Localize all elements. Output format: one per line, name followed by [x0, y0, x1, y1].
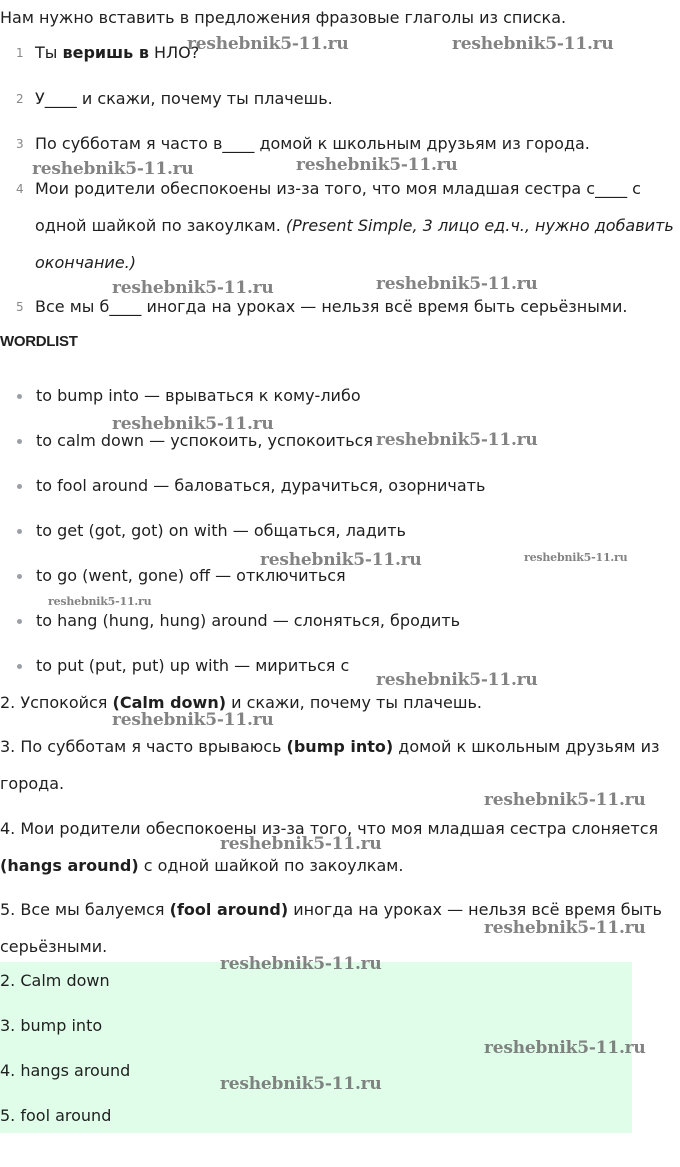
- answer-paragraph: 5. Все мы балуемся (fool around) иногда на уроках — нельзя всё время быть серьёзными.: [0, 900, 662, 956]
- watermark: reshebnik5-11.ru: [376, 670, 538, 690]
- task-text: По субботам я часто в____ домой к школьным друзьям из города.: [35, 134, 590, 153]
- task-number: 3: [16, 137, 24, 151]
- watermark: reshebnik5-11.ru: [376, 274, 538, 294]
- task-number: 5: [16, 300, 24, 314]
- list-item: to get (got, got) on with — общаться, ладить: [0, 516, 680, 546]
- watermark: reshebnik5-11.ru: [32, 159, 194, 179]
- bullet: [17, 574, 22, 579]
- task-text: Мои родители обеспокоены из-за того, что моя младшая сестра с____ с одной шайкой по закоулкам.: [35, 179, 641, 235]
- watermark: reshebnik5-11.ru: [220, 834, 382, 854]
- bullet: [17, 439, 22, 444]
- short-answer: 3. bump into: [0, 1016, 103, 1035]
- watermark: reshebnik5-11.ru: [112, 414, 274, 434]
- task-note: (Present Simple, 3 лицо ед.ч., нужно добавить окончание.): [35, 216, 674, 272]
- bullet: [17, 484, 22, 489]
- short-answer: 5. fool around: [0, 1106, 112, 1125]
- short-answer: 2. Calm down: [0, 971, 110, 990]
- task-highlight: веришь в: [62, 43, 149, 62]
- list-item: to calm down — успокоить, успокоиться: [0, 426, 680, 456]
- watermark: reshebnik5-11.ru: [452, 34, 614, 54]
- watermark: reshebnik5-11.ru: [484, 918, 646, 938]
- answer-paragraph: 4. Мои родители обеспокоены из-за того, что моя младшая сестра слоняется (hangs around) с одной шайкой по закоулкам.: [0, 819, 659, 875]
- list-item: to fool around — баловаться, дурачиться, озорничать: [0, 471, 680, 501]
- answer-paragraph: 2. Успокойся (Calm down) и скажи, почему ты плачешь.: [0, 693, 483, 712]
- list-item: to put (put, put) up with — мириться с: [0, 651, 680, 681]
- task-number: 1: [16, 46, 24, 60]
- watermark: reshebnik5-11.ru: [484, 790, 646, 810]
- bullet: [17, 394, 22, 399]
- watermark: reshebnik5-11.ru: [48, 595, 152, 608]
- task-number: 2: [16, 92, 24, 106]
- answer-paragraph: 3. По субботам я часто врываюсь (bump into) домой к школьным друзьям из города.: [0, 737, 660, 793]
- watermark: reshebnik5-11.ru: [220, 1074, 382, 1094]
- watermark: reshebnik5-11.ru: [260, 550, 422, 570]
- watermark: reshebnik5-11.ru: [484, 1038, 646, 1058]
- watermark: reshebnik5-11.ru: [296, 155, 458, 175]
- watermark: reshebnik5-11.ru: [220, 954, 382, 974]
- bullet: [17, 619, 22, 624]
- bullet: [17, 664, 22, 669]
- list-item: to bump into — врываться к кому-либо: [0, 381, 680, 411]
- task-text: У____ и скажи, почему ты плачешь.: [35, 89, 333, 108]
- bullet: [17, 529, 22, 534]
- intro-text: Нам нужно вставить в предложения фразовые глаголы из списка.: [0, 8, 567, 27]
- task-number: 4: [16, 182, 24, 196]
- task-text: Все мы б____ иногда на уроках — нельзя всё время быть серьёзными.: [35, 297, 628, 316]
- watermark: reshebnik5-11.ru: [187, 34, 349, 54]
- list-item: to hang (hung, hung) around — слоняться, бродить: [0, 606, 680, 636]
- short-answer: 4. hangs around: [0, 1061, 131, 1080]
- wordlist-heading: WORDLIST: [0, 333, 78, 350]
- watermark: reshebnik5-11.ru: [112, 278, 274, 298]
- watermark: reshebnik5-11.ru: [376, 430, 538, 450]
- list-item: to go (went, gone) off — отключиться: [0, 561, 680, 591]
- watermark: reshebnik5-11.ru: [112, 710, 274, 730]
- watermark: reshebnik5-11.ru: [524, 551, 628, 564]
